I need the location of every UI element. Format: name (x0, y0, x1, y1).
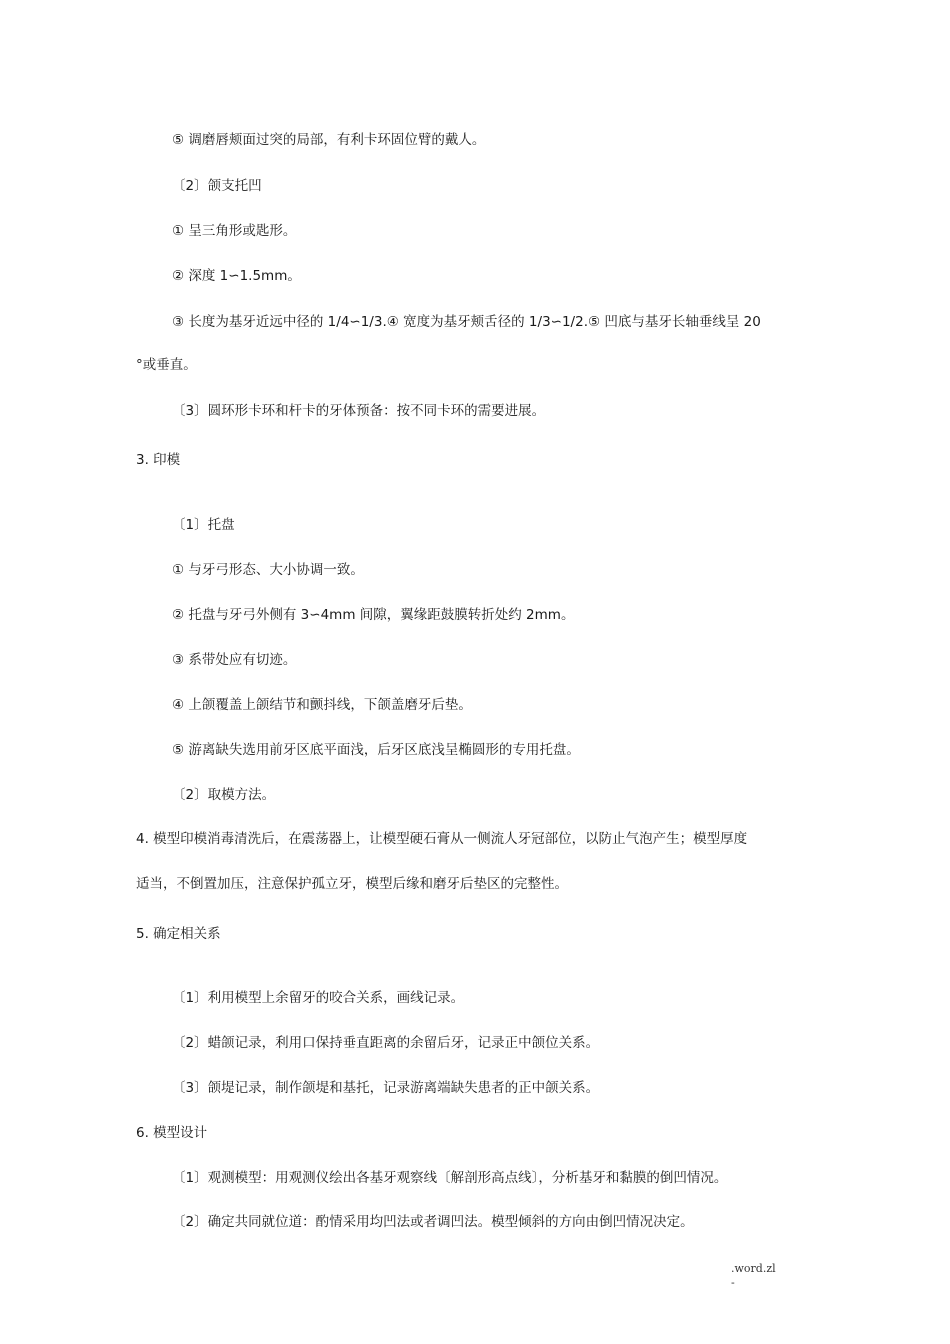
text-line: ① 呈三角形或匙形。 (172, 223, 297, 239)
text-line: 〔1〕利用模型上余留牙的咬合关系，画线记录。 (172, 990, 465, 1006)
section-heading: 3. 印模 (136, 452, 181, 468)
text-line: 〔2〕蜡颌记录，利用口保持垂直距离的余留后牙，记录正中颌位关系。 (172, 1035, 600, 1051)
text-line: ⑤ 调磨唇颊面过突的局部，有利卡环固位臂的戴人。 (172, 132, 486, 148)
text-line: ① 与牙弓形态、大小协调一致。 (172, 562, 364, 578)
text-line: 4. 模型印模消毒清洗后，在震荡器上，让模型硬石膏从一侧流人牙冠部位，以防止气泡产生；模型厚度 (136, 831, 748, 847)
text-line: ② 托盘与牙弓外侧有 3∽4mm 间隙，翼缘距鼓膜转折处约 2mm。 (172, 607, 575, 623)
text-line: ② 深度 1∽1.5mm。 (172, 268, 301, 284)
footer-dash: - (731, 1276, 735, 1289)
section-heading: 〔2〕颌支托凹 (172, 178, 262, 194)
text-line: ③ 长度为基牙近远中径的 1/4∽1/3.④ 宽度为基牙颊舌径的 1/3∽1/2.⑤ 凹底与基牙长轴垂线呈 20 (172, 314, 761, 330)
text-line: °或垂直。 (136, 357, 197, 373)
page-footer (731, 1262, 776, 1290)
text-line: ⑤ 游离缺失选用前牙区底平面浅，后牙区底浅呈椭圆形的专用托盘。 (172, 742, 580, 758)
text-line: ③ 系带处应有切迹。 (172, 652, 297, 668)
section-heading: 6. 模型设计 (136, 1125, 208, 1141)
section-heading: 5. 确定相关系 (136, 926, 221, 942)
section-heading: 〔3〕圆环形卡环和杆卡的牙体预备：按不同卡环的需要进展。 (172, 403, 546, 419)
text-line: 〔2〕确定共同就位道：酌情采用均凹法或者调凹法。模型倾斜的方向由倒凹情况决定。 (172, 1214, 694, 1230)
text-line: ④ 上颌覆盖上颌结节和颤抖线，下颌盖磨牙后垫。 (172, 697, 472, 713)
section-heading: 〔1〕托盘 (172, 517, 235, 533)
text-line: 〔1〕观测模型：用观测仪绘出各基牙观察线〔解剖形高点线〕，分析基牙和黏膜的倒凹情况。 (172, 1170, 728, 1186)
text-line: 适当，不倒置加压，注意保护孤立牙，模型后缘和磨牙后垫区的完整性。 (136, 876, 568, 892)
section-heading: 〔2〕取模方法。 (172, 787, 276, 803)
footer-source-text: .word.zl (731, 1262, 776, 1275)
text-line: 〔3〕颌堤记录，制作颌堤和基托，记录游离端缺失患者的正中颌关系。 (172, 1080, 600, 1096)
